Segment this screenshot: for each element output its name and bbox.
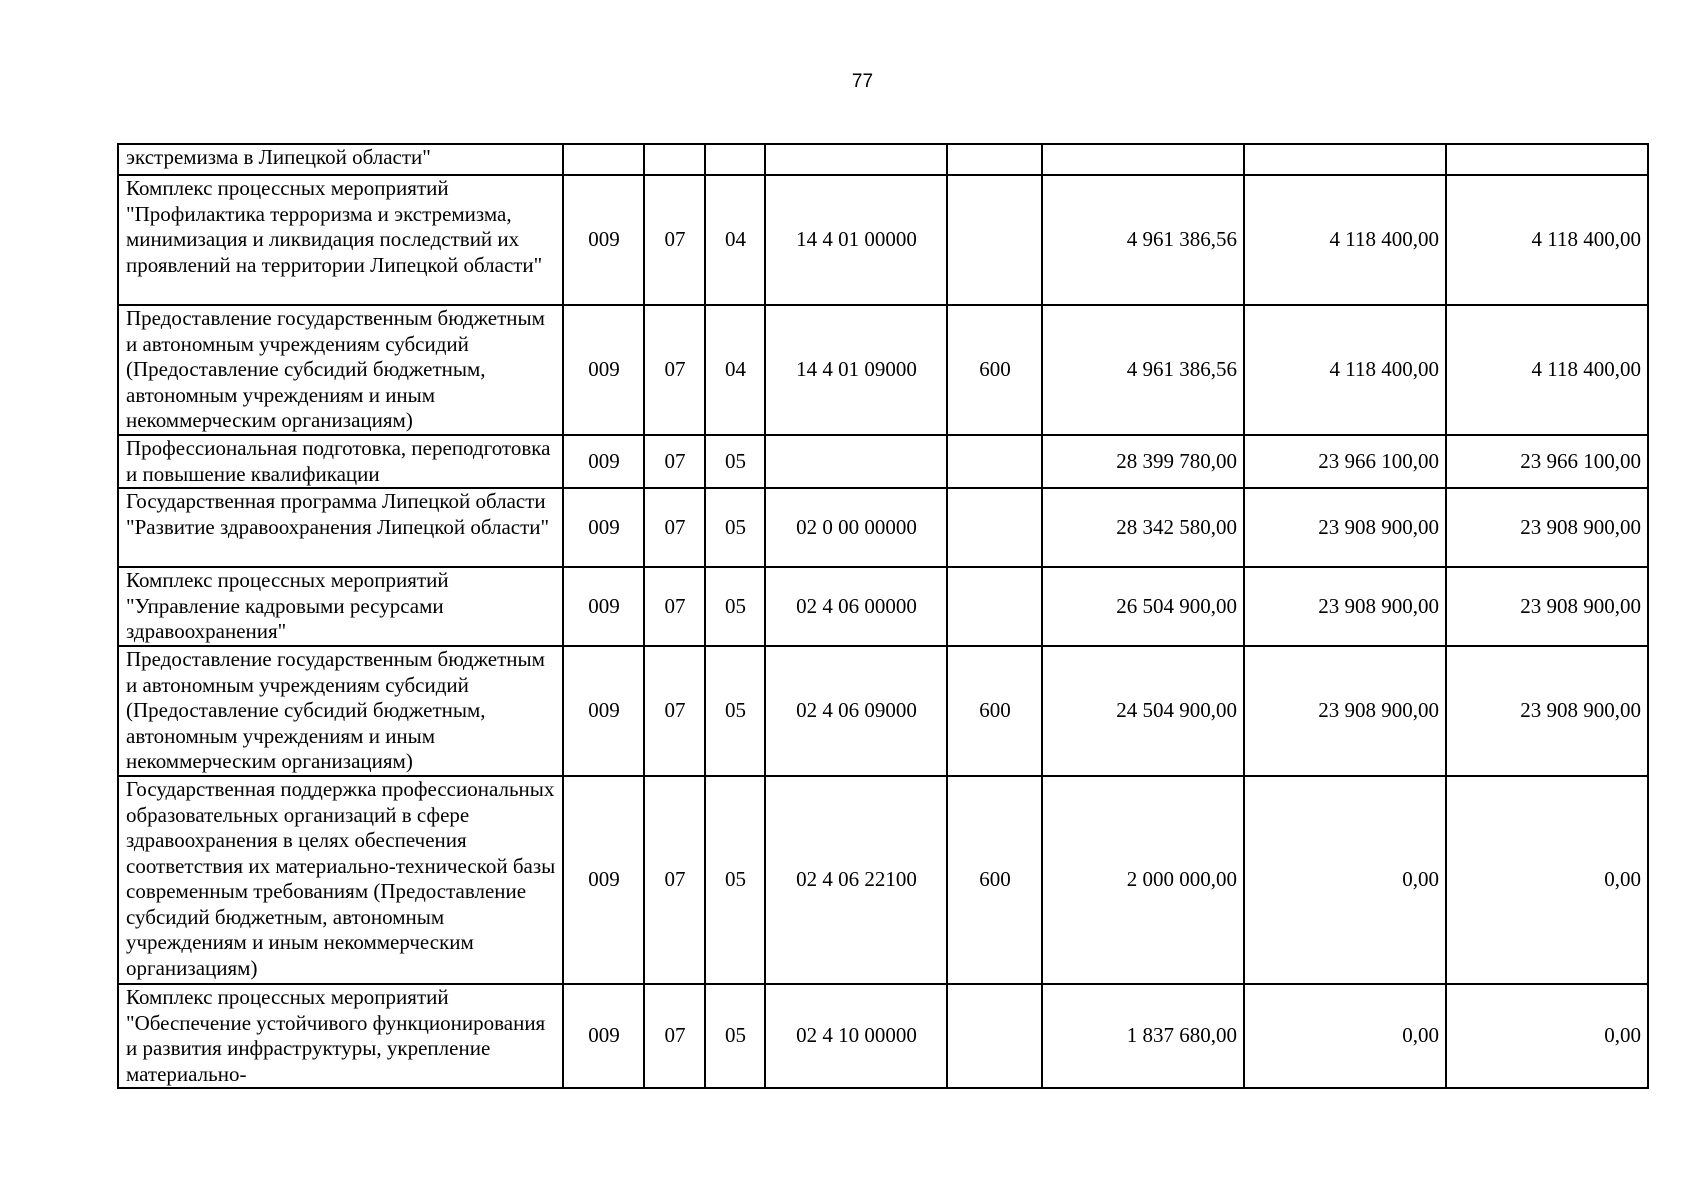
row-name: Профессиональная подготовка, переподготовка и повышение квалификации bbox=[118, 435, 563, 488]
amount-3: 0,00 bbox=[1446, 776, 1648, 984]
ministry-code: 009 bbox=[563, 435, 644, 488]
amount-1: 26 504 900,00 bbox=[1042, 567, 1244, 646]
amount-3: 23 966 100,00 bbox=[1446, 435, 1648, 488]
target-code bbox=[765, 435, 947, 488]
section-code: 07 bbox=[644, 305, 705, 435]
row-name: Комплекс процессных мероприятий "Обеспечение устойчивого функционирования и развития инфраструктуры, укрепление материально- bbox=[118, 984, 563, 1088]
expense-type-code: 600 bbox=[947, 776, 1042, 984]
expense-type-code bbox=[947, 984, 1042, 1088]
amount-3: 23 908 900,00 bbox=[1446, 567, 1648, 646]
table-row bbox=[118, 488, 1648, 567]
subsection-code: 05 bbox=[705, 646, 765, 776]
ministry-code: 009 bbox=[563, 175, 644, 305]
amount-1: 28 399 780,00 bbox=[1042, 435, 1244, 488]
table-row bbox=[118, 984, 1648, 1088]
table-row bbox=[118, 646, 1648, 776]
expense-type-code: 600 bbox=[947, 305, 1042, 435]
table-row bbox=[118, 776, 1648, 984]
section-code: 07 bbox=[644, 567, 705, 646]
expense-type-code bbox=[947, 435, 1042, 488]
subsection-code: 05 bbox=[705, 567, 765, 646]
subsection-code: 04 bbox=[705, 305, 765, 435]
amount-3: 4 118 400,00 bbox=[1446, 175, 1648, 305]
amount-3: 4 118 400,00 bbox=[1446, 305, 1648, 435]
amount-1: 4 961 386,56 bbox=[1042, 305, 1244, 435]
target-code: 02 4 06 00000 bbox=[765, 567, 947, 646]
table-row bbox=[118, 144, 1648, 175]
expense-type-code: 600 bbox=[947, 646, 1042, 776]
row-name: Государственная поддержка профессиональных образовательных организаций в сфере здравоохранения в целях обеспечения соответствия их материально-технической базы современным требованиям (Предоставление субсидий бюджетным, автономным учреждениям и иным некоммерческим организациям) bbox=[118, 776, 563, 984]
expense-type-code bbox=[947, 175, 1042, 305]
row-name: Комплекс процессных мероприятий "Управление кадровыми ресурсами здравоохранения" bbox=[118, 567, 563, 646]
table-row bbox=[118, 567, 1648, 646]
row-name: Предоставление государственным бюджетным и автономным учреждениям субсидий (Предоставление субсидий бюджетным, автономным учреждениям и иным некоммерческим организациям) bbox=[118, 305, 563, 435]
target-code: 14 4 01 00000 bbox=[765, 175, 947, 305]
amount-2: 0,00 bbox=[1244, 984, 1446, 1088]
subsection-code: 05 bbox=[705, 435, 765, 488]
row-name: Комплекс процессных мероприятий "Профилактика терроризма и экстремизма, минимизация и ликвидация последствий их проявлений на территории Липецкой области" bbox=[118, 175, 563, 305]
section-code: 07 bbox=[644, 984, 705, 1088]
table-row bbox=[118, 435, 1648, 488]
section-code: 07 bbox=[644, 488, 705, 567]
amount-3: 23 908 900,00 bbox=[1446, 646, 1648, 776]
table-row bbox=[118, 305, 1648, 435]
expense-type-code bbox=[947, 488, 1042, 567]
amount-1: 4 961 386,56 bbox=[1042, 175, 1244, 305]
subsection-code bbox=[705, 144, 765, 175]
amount-2: 23 908 900,00 bbox=[1244, 646, 1446, 776]
row-name: экстремизма в Липецкой области" bbox=[118, 144, 563, 175]
target-code: 02 4 06 22100 bbox=[765, 776, 947, 984]
subsection-code: 05 bbox=[705, 984, 765, 1088]
amount-1: 2 000 000,00 bbox=[1042, 776, 1244, 984]
amount-2: 23 966 100,00 bbox=[1244, 435, 1446, 488]
subsection-code: 04 bbox=[705, 175, 765, 305]
target-code: 02 4 10 00000 bbox=[765, 984, 947, 1088]
amount-3 bbox=[1446, 144, 1648, 175]
row-name: Предоставление государственным бюджетным и автономным учреждениям субсидий (Предоставление субсидий бюджетным, автономным учреждениям и иным некоммерческим организациям) bbox=[118, 646, 563, 776]
ministry-code: 009 bbox=[563, 984, 644, 1088]
amount-1: 1 837 680,00 bbox=[1042, 984, 1244, 1088]
amount-2: 23 908 900,00 bbox=[1244, 488, 1446, 567]
amount-1: 28 342 580,00 bbox=[1042, 488, 1244, 567]
expense-type-code bbox=[947, 144, 1042, 175]
section-code: 07 bbox=[644, 435, 705, 488]
target-code: 02 0 00 00000 bbox=[765, 488, 947, 567]
target-code bbox=[765, 144, 947, 175]
amount-2: 4 118 400,00 bbox=[1244, 175, 1446, 305]
amount-2: 23 908 900,00 bbox=[1244, 567, 1446, 646]
subsection-code: 05 bbox=[705, 776, 765, 984]
ministry-code: 009 bbox=[563, 567, 644, 646]
section-code: 07 bbox=[644, 175, 705, 305]
ministry-code: 009 bbox=[563, 776, 644, 984]
target-code: 02 4 06 09000 bbox=[765, 646, 947, 776]
ministry-code: 009 bbox=[563, 488, 644, 567]
amount-1: 24 504 900,00 bbox=[1042, 646, 1244, 776]
section-code: 07 bbox=[644, 646, 705, 776]
ministry-code bbox=[563, 144, 644, 175]
ministry-code: 009 bbox=[563, 305, 644, 435]
ministry-code: 009 bbox=[563, 646, 644, 776]
page-number: 77 bbox=[851, 71, 874, 92]
table-row bbox=[118, 175, 1648, 305]
target-code: 14 4 01 09000 bbox=[765, 305, 947, 435]
amount-3: 0,00 bbox=[1446, 984, 1648, 1088]
row-name: Государственная программа Липецкой области "Развитие здравоохранения Липецкой области" bbox=[118, 488, 563, 567]
budget-table bbox=[117, 143, 1649, 1089]
expense-type-code bbox=[947, 567, 1042, 646]
section-code: 07 bbox=[644, 776, 705, 984]
subsection-code: 05 bbox=[705, 488, 765, 567]
section-code bbox=[644, 144, 705, 175]
amount-2: 0,00 bbox=[1244, 776, 1446, 984]
amount-2 bbox=[1244, 144, 1446, 175]
amount-1 bbox=[1042, 144, 1244, 175]
amount-2: 4 118 400,00 bbox=[1244, 305, 1446, 435]
amount-3: 23 908 900,00 bbox=[1446, 488, 1648, 567]
